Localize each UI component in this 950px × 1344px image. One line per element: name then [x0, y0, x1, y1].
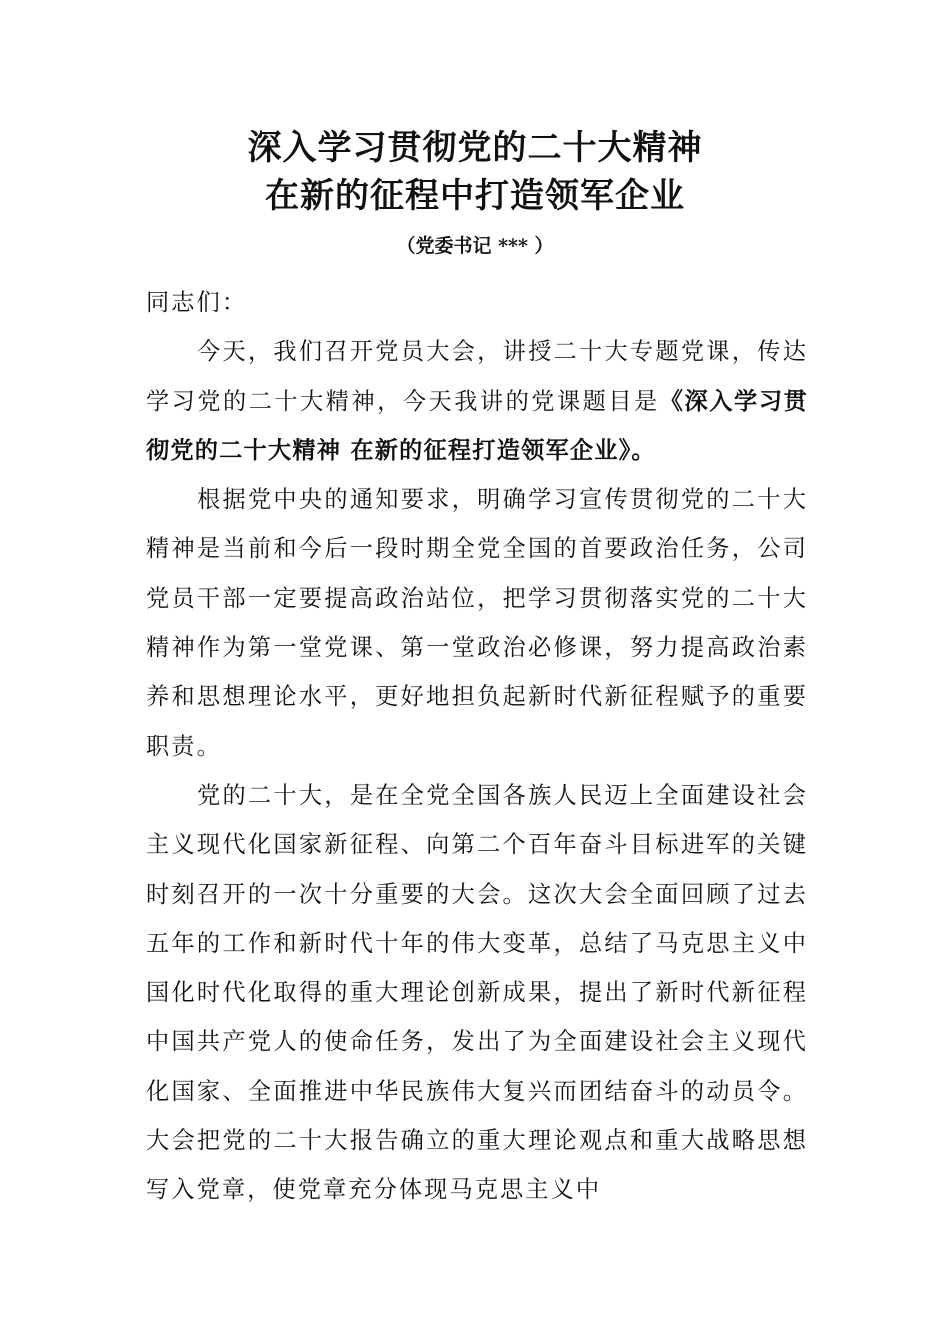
title-line-1: 深入学习贯彻党的二十大精神	[247, 128, 703, 168]
paragraph-1	[146, 327, 808, 475]
paragraph-3: 党的二十大，是在全党全国各族人民迈上全面建设社会主义现代化国家新征程、向第二个百年奋斗目标进军的关键时刻召开的一次十分重要的大会。这次大会全面回顾了过去五年的工作和新时代十年的伟大变革，总结了马克思主义中国化时代化取得的重大理论创新成果，提出了新时代新征程中国共产党人的使命任务，发出了为全面建设社会主义现代化国家、全面推进中华民族伟大复兴而团结奋斗的动员令。大会把党的二十大报告确立的重大理论观点和重大战略思想写入党章，使党章充分体现马克思主义中	[146, 781, 808, 1204]
document-body	[146, 278, 808, 1215]
author-subtitle: （党委书记 *** ）	[396, 235, 554, 257]
paragraph-1-text: 今天，我们召开党员大会，讲授二十大专题党课，传达学习党的二十大精神，今天我讲的党课题目是	[146, 338, 808, 415]
greeting: 同志们：	[146, 289, 248, 316]
paragraph-2: 根据党中央的通知要求，明确学习宣传贯彻党的二十大精神是当前和今后一段时期全党全国的首要政治任务，公司党员干部一定要提高政治站位，把学习贯彻落实党的二十大精神作为第一堂党课、第一堂政治必修课，努力提高政治素养和思想理论水平，更好地担负起新时代新征程赋予的重要职责。	[146, 486, 808, 760]
lecture-topic-bold: 《深入学习贯彻党的二十大精神 在新的征程打造领军企业》。	[146, 387, 808, 464]
document-title	[0, 124, 950, 220]
title-line-2: 在新的征程中打造领军企业	[265, 176, 685, 216]
